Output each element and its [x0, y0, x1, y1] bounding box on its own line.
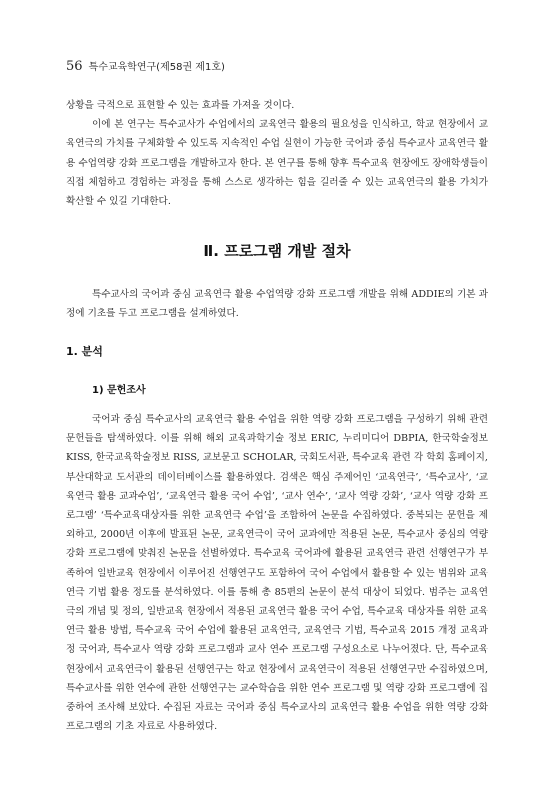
journal-title: 특수교육학연구(제58권 제1호)	[88, 62, 225, 73]
literature-review-paragraph: 국어과 중심 특수교사의 교육연극 활용 수업을 위한 역량 강화 프로그램을 구성하기 위해 관련 문헌들을 탐색하였다. 이를 위해 해외 교육과학기술 정보 ERIC, 누리미디어 DBPIA, 한국학술정보 KISS, 한국교육학술정보 RISS, 교보문고 SCHOLAR, 국회도서관, 특수교육 관련 각 학회 홈페이지, 부산대학교 도서관의 데이터베이스를 활용하였다. 검색은 핵심 주제어인 ‘교육연극’, ‘특수교사’, ‘교육연극 활용 교과수업’, ‘교육연극 활용 국어 수업’, ‘교사 연수’, ‘교사 역량 강화’, ‘교사 역량 강화 프로그램’ ‘특수교육대상자를 위한 교육연극 수업’을 조합하여 논문을 수집하였다. 중복되는 문헌을 제외하고, 2000년 이후에 발표된 논문, 교육연극이 국어 교과에만 적용된 논문, 특수교사 중심의 역량 강화 프로그램에 맞춰진 논문을 선별하였다. 특수교육 국어과에 활용된 교육연극 관련 선행연구가 부족하여 일반교육 현장에서 이루어진 선행연구도 포함하여 국어 수업에서 활용할 수 있는 범위와 교육연극 기법 활용 정도를 분석하였다. 이를 통해 총 85편의 논문이 분석 대상이 되었다. 범주는 교육연극의 개념 및 정의, 일반교육 현장에서 적용된 교육연극 활용 국어 수업, 특수교육 대상자를 위한 교육연극 활용 방법, 특수교육 국어 수업에 활용된 교육연극, 교육연극 기법, 특수교육 2015 개정 교육과정 국어과, 특수교사 역량 강화 프로그램과 교사 연수 프로그램 구성요소로 나누어졌다. 단, 특수교육 현장에서 교육연극이 활용된 선행연구는 학교 현장에서 교육연극이 적용된 선행연구만 수집하였으며, 특수교사를 위한 연수에 관한 선행연구는 교수학습을 위한 연수 프로그램 및 역량 강화 프로그램에 집중하여 조사해 보았다. 수집된 자료는 국어과 중심 특수교사의 교육연극 활용 수업을 위한 역량 강화 프로그램의 기초 자료로 사용하였다.	[66, 414, 488, 733]
page-number: 56	[66, 59, 83, 74]
intro-block	[66, 96, 488, 211]
literature-review-block	[66, 410, 488, 736]
section-title: Ⅱ. 프로그램 개발 절차	[203, 242, 351, 260]
section-intro-block	[66, 285, 488, 323]
section-paragraph: 특수교사의 국어과 중심 교육연극 활용 수업역량 강화 프로그램 개발을 위해 ADDIE의 기본 과정에 기초를 두고 프로그램을 설계하였다.	[66, 289, 488, 320]
subsection-heading: 1. 분석	[66, 345, 103, 358]
intro-paragraph: 이에 본 연구는 특수교사가 수업에서의 교육연극 활용의 필요성을 인식하고, 학교 현장에서 교육연극의 가치를 구체화할 수 있도록 지속적인 수업 실현이 가능한 국어과 중심 특수교사 교육연극 활용 수업역량 강화 프로그램을 개발하고자 한다. 본 연구를 통해 향후 특수교육 현장에도 장애학생들이 직접 체험하고 경험하는 과정을 통해 스스로 생각하는 힘을 길러줄 수 있는 교육연극의 활용 가치가 확산할 수 있길 기대한다.	[66, 119, 488, 208]
intro-continuation-line: 상황을 극적으로 표현할 수 있는 효과를 가져올 것이다.	[66, 100, 295, 111]
sub-subsection-heading: 1) 문헌조사	[92, 385, 146, 396]
running-header	[66, 58, 225, 74]
